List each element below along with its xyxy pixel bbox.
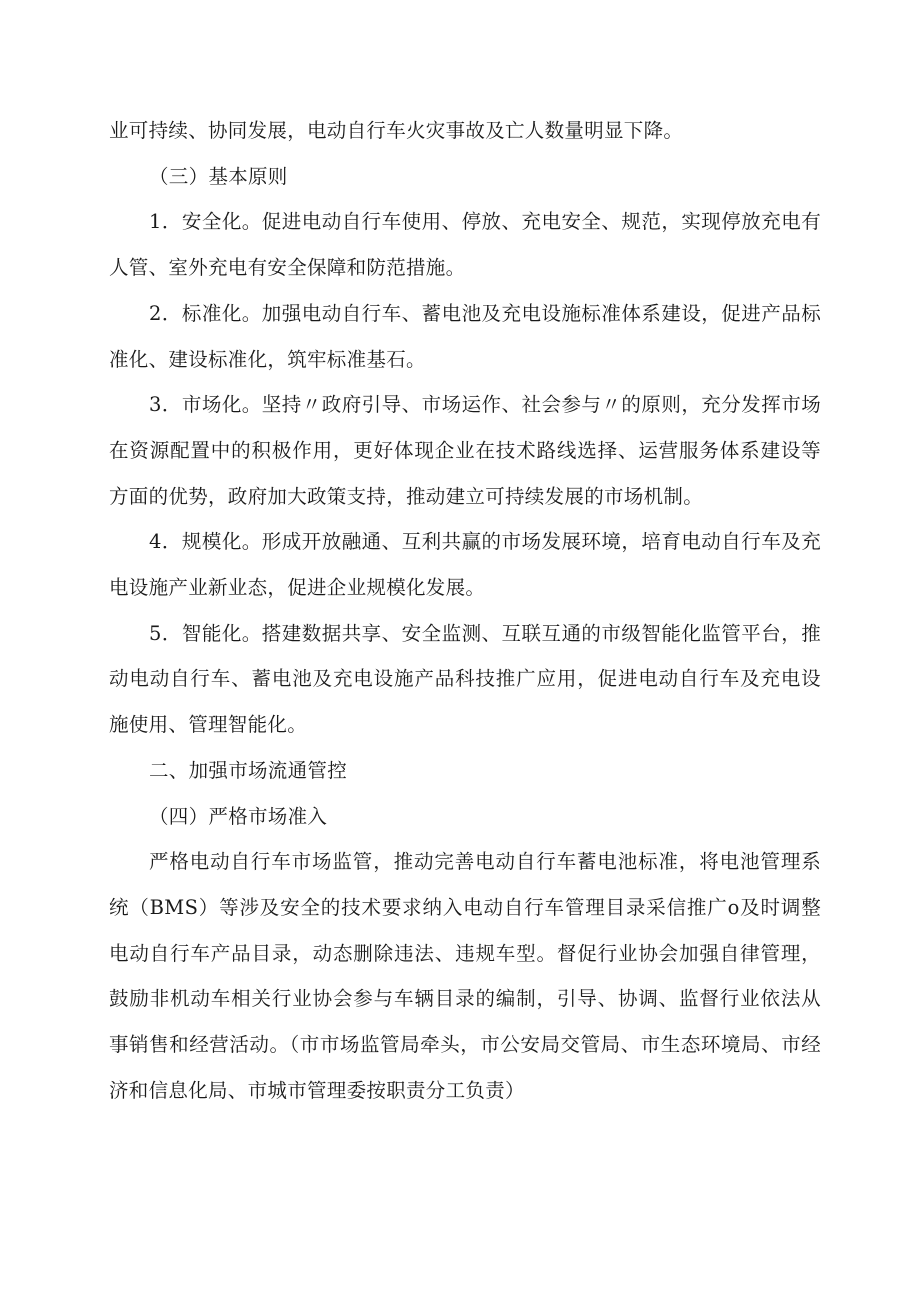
paragraph-principle-5: 5．智能化。搭建数据共享、安全监测、互联互通的市级智能化监管平台，推动电动自行车、蓄电池及充电设施产品科技推广应用，促进电动自行车及充电设施使用、管理智能化。 (109, 621, 821, 737)
paragraph-principle-2: 2．标准化。加强电动自行车、蓄电池及充电设施标准体系建设，促进产品标准化、建设标准化，筑牢标准基石。 (109, 301, 821, 371)
paragraph-principle-4: 4．规模化。形成开放融通、互利共赢的市场发展环境，培育电动自行车及充电设施产业新业态，促进企业规模化发展。 (109, 530, 821, 600)
document-page (109, 108, 821, 1113)
paragraph-principle-3: 3．市场化。坚持〃政府引导、市场运作、社会参与〃的原则，充分发挥市场在资源配置中的积极作用，更好体现企业在技术路线选择、运营服务体系建设等方面的优势，政府加大政策支持，推动建立可持续发展的市场机制。 (109, 393, 821, 508)
paragraph-principle-1: 1．安全化。促进电动自行车使用、停放、充电安全、规范，实现停放充电有人管、室外充电有安全保障和防范措施。 (109, 210, 821, 280)
paragraph-continuation: 业可持续、协同发展，电动自行车火灾事故及亡人数量明显下降。 (109, 119, 684, 142)
heading-market-access: （四）严格市场准入 (149, 804, 328, 828)
paragraph-market-access: 严格电动自行车市场监管，推动完善电动自行车蓄电池标准，将电池管理系统（BMS）等涉及安全的技术要求纳入电动自行车管理目录采信推广o及时调整电动自行车产品目录，动态删除违法、违规车型。督促行业协会加强自律管理，鼓励非机动车相关行业协会参与车辆目录的编制，引导、协调、监督行业依法从事销售和经营活动。（市市场监管局牵头，市公安局交管局、市生态环境局、市经济和信息化局、市城市管理委按职责分工负责） (109, 850, 821, 1102)
heading-section-2: 二、加强市场流通管控 (149, 758, 348, 782)
heading-basic-principles: （三）基本原则 (149, 164, 288, 188)
